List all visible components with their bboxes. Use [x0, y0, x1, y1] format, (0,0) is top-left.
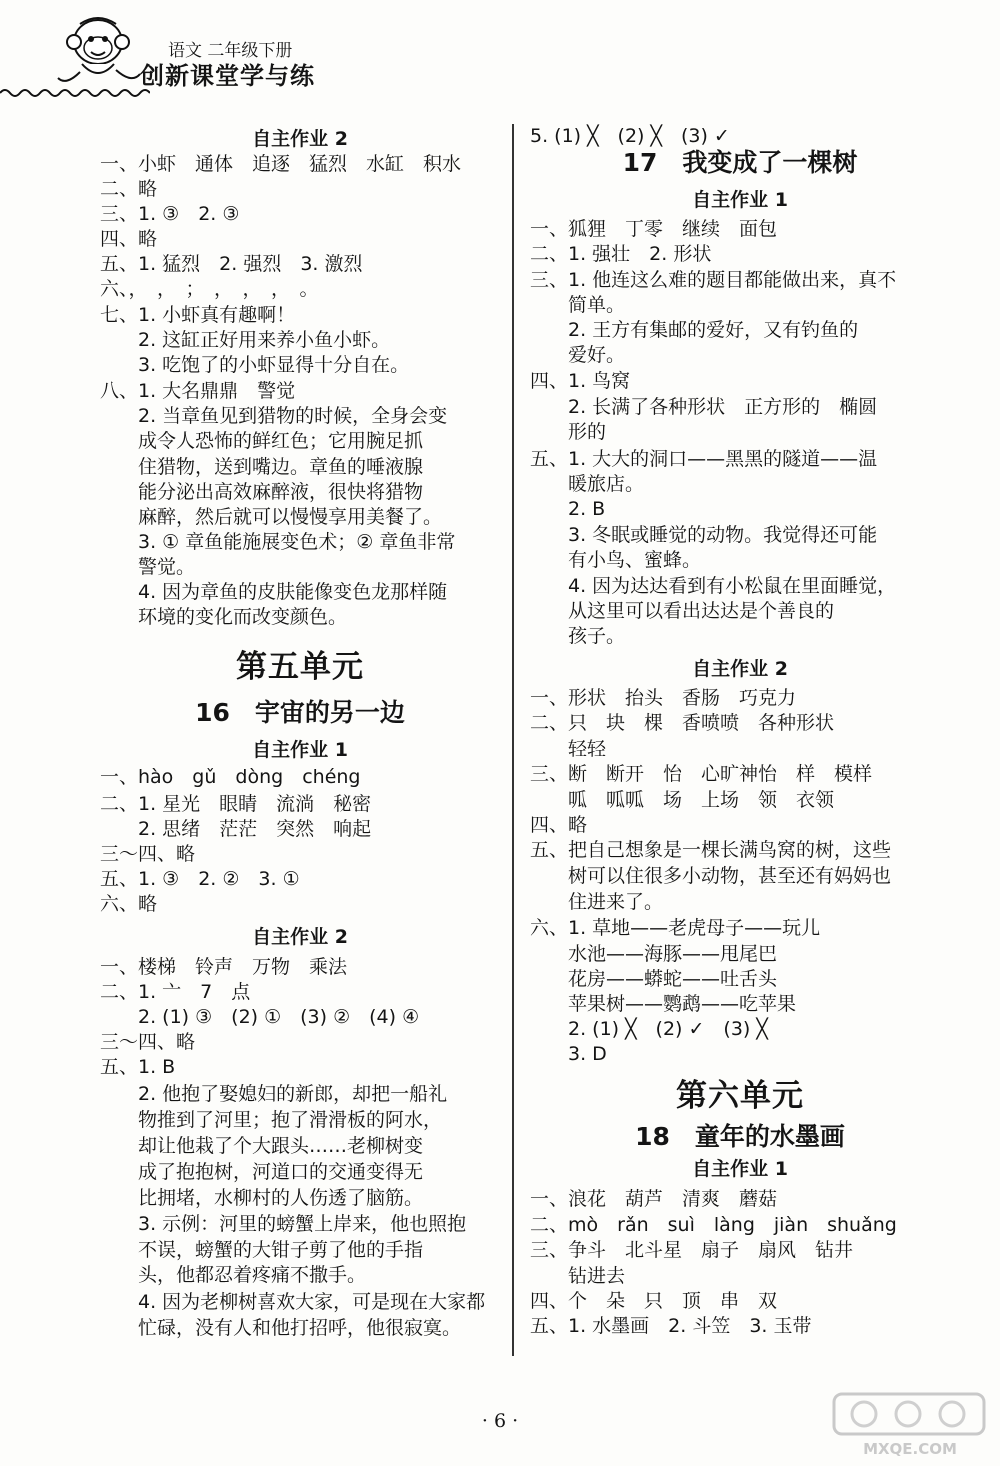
left-answer-line: 成了抱抱树，河道口的交通变得无	[100, 1161, 424, 1183]
header-title: 创新课堂学与练	[140, 62, 315, 90]
right-answer-line: 有小鸟、蜜蜂。	[530, 549, 702, 571]
right-answer-line: 树可以住很多小动物，甚至还有妈妈也	[530, 865, 892, 887]
left-answer-line: 二、1. 星光 眼睛 流淌 秘密	[100, 793, 372, 815]
left-answer-line: 3. 吃饱了的小虾显得十分自在。	[100, 354, 410, 376]
left-answer-line: 2. 当章鱼见到猎物的时候，全身会变	[100, 405, 448, 427]
left-answer-line: 能分泌出高效麻醉液，很快将猎物	[100, 481, 424, 503]
right-answer-line: 3. D	[530, 1043, 607, 1065]
right-answer-line: 形的	[530, 421, 607, 443]
right-answer-line: 水池——海豚——甩尾巴	[530, 943, 778, 965]
right-lesson-heading: 17 我变成了一棵树	[622, 148, 858, 177]
left-answer-line: 四、略	[100, 228, 158, 250]
monkey-mascot-icon	[52, 12, 144, 90]
left-section-heading: 自主作业 2	[252, 926, 348, 948]
right-answer-line: 呱 呱呱 场 上场 领 衣领	[530, 789, 835, 811]
right-answer-line: 简单。	[530, 294, 626, 316]
right-answer-line: 钻进去	[530, 1265, 626, 1287]
left-answer-line: 住猎物，送到嘴边。章鱼的唾液腺	[100, 456, 424, 478]
left-answer-line: 物推到了河里；抱了滑滑板的阿水，	[100, 1109, 443, 1131]
left-answer-line: 七、1. 小虾真有趣啊！	[100, 304, 296, 326]
page-header	[0, 0, 1000, 100]
right-answer-line: 2. 长满了各种形状 正方形的 椭圆	[530, 396, 878, 418]
left-answer-line: 忙碌，没有人和他打招呼，他很寂寞。	[100, 1317, 462, 1339]
right-answer-line: 四、略	[530, 814, 588, 836]
right-section-heading: 自主作业 1	[692, 1158, 788, 1180]
left-answer-line: 五、1. 猛烈 2. 强烈 3. 激烈	[100, 253, 363, 275]
right-answer-line: 爱好。	[530, 344, 626, 366]
left-answer-line: 4. 因为老柳树喜欢大家，可是现在大家都	[100, 1291, 486, 1313]
column-divider	[512, 124, 514, 1356]
right-answer-line: 4. 因为达达看到有小松鼠在里面睡觉，	[530, 575, 897, 597]
right-answer-line: 三、1. 他连这么难的题目都能做出来，真不	[530, 269, 897, 291]
left-answer-line: 警觉。	[100, 556, 196, 578]
left-answer-line: 一、hào gǔ dòng chéng	[100, 766, 361, 788]
right-answer-line: 四、1. 鸟窝	[530, 370, 631, 392]
right-answer-line: 二、mò rǎn suì làng jiàn shuǎng	[530, 1214, 897, 1236]
right-answer-line: 三、争斗 北斗星 扇子 扇风 钻井	[530, 1239, 854, 1261]
left-answer-line: 成令人恐怖的鲜红色；它用腕足抓	[100, 430, 424, 452]
right-answer-line: 一、形状 抬头 香肠 巧克力	[530, 687, 797, 709]
left-lesson-heading: 16 宇宙的另一边	[195, 698, 405, 727]
right-answer-line: 五、1. 大大的洞口——黑黑的隧道——温	[530, 448, 878, 470]
right-answer-line: 花房——蟒蛇——吐舌头	[530, 968, 778, 990]
left-answer-line: 一、小虾 通体 追逐 猛烈 水缸 积水	[100, 153, 462, 175]
svg-text:MXQE.COM: MXQE.COM	[863, 1440, 957, 1458]
left-answer-line: 却让他栽了个大跟头……老柳树变	[100, 1135, 424, 1157]
right-answer-line: 二、1. 强壮 2. 形状	[530, 243, 712, 265]
header-subtitle: 语文 二年级下册	[168, 41, 293, 61]
right-unit-heading: 第六单元	[676, 1078, 804, 1114]
left-section-heading: 自主作业 1	[252, 739, 348, 761]
right-answer-line: 五、把自己想象是一棵长满鸟窝的树，这些	[530, 839, 892, 861]
right-answer-line: 五、1. 水墨画 2. 斗笠 3. 玉带	[530, 1315, 812, 1337]
left-answer-line: 麻醉，然后就可以慢慢享用美餐了。	[100, 506, 443, 528]
right-section-heading: 自主作业 1	[692, 189, 788, 211]
left-answer-line: 2. 思绪 茫茫 突然 响起	[100, 818, 372, 840]
right-answer-line: 2. (1) ╳ (2) ✓ (3) ╳	[530, 1018, 768, 1040]
left-answer-line: 三～四、略	[100, 843, 196, 865]
left-answer-line: 三、1. ③ 2. ③	[100, 203, 240, 225]
left-answer-line: 比拥堵，水柳村的人伤透了脑筋。	[100, 1187, 424, 1209]
page-number: · 6 ·	[481, 1410, 519, 1432]
right-answer-line: 一、狐狸 丁零 继续 面包	[530, 218, 778, 240]
wave-ornament	[0, 86, 150, 100]
right-answer-line: 3. 冬眠或睡觉的动物。我觉得还可能	[530, 524, 878, 546]
right-answer-line: 苹果树——鹦鹉——吃苹果	[530, 993, 797, 1015]
right-answer-line: 三、断 断开 怡 心旷神怡 样 模样	[530, 763, 873, 785]
left-answer-line: 3. ① 章鱼能施展变色术；② 章鱼非常	[100, 531, 456, 553]
left-answer-line: 二、略	[100, 178, 158, 200]
left-answer-line: 头，他都忍着疼痛不撒手。	[100, 1264, 367, 1286]
left-answer-line: 2. (1) ③ (2) ① (3) ② (4) ④	[100, 1006, 420, 1028]
right-answer-line: 2. 王方有集邮的爱好，又有钓鱼的	[530, 319, 859, 341]
left-answer-line: 二、1. 亠 7 点	[100, 981, 251, 1003]
right-answer-line: 六、1. 草地——老虎母子——玩儿	[530, 917, 821, 939]
right-lesson-heading: 18 童年的水墨画	[635, 1122, 845, 1151]
left-answer-line: 环境的变化而改变颜色。	[100, 606, 348, 628]
left-answer-line: 六、， ， ； ， ， ， 。	[100, 278, 319, 300]
left-answer-line: 2. 他抱了娶媳妇的新郎，却把一船礼	[100, 1083, 448, 1105]
left-answer-line: 八、1. 大名鼎鼎 警觉	[100, 380, 296, 402]
right-answer-line: 5. (1) ╳ (2) ╳ (3) ✓	[530, 125, 730, 147]
right-answer-line: 2. B	[530, 498, 606, 520]
right-section-heading: 自主作业 2	[692, 658, 788, 680]
right-answer-line: 孩子。	[530, 625, 626, 647]
left-section-heading: 自主作业 2	[252, 128, 348, 150]
right-answer-line: 暖旅店。	[530, 473, 645, 495]
left-answer-line: 不误，螃蟹的大钳子剪了他的手指	[100, 1239, 424, 1261]
left-answer-line: 4. 因为章鱼的皮肤能像变色龙那样随	[100, 581, 448, 603]
right-answer-line: 住进来了。	[530, 891, 664, 913]
left-answer-line: 六、略	[100, 893, 158, 915]
left-answer-line: 三～四、略	[100, 1031, 196, 1053]
left-answer-line: 3. 示例：河里的螃蟹上岸来，他也照抱	[100, 1213, 467, 1235]
left-answer-line: 一、楼梯 铃声 万物 乘法	[100, 956, 348, 978]
right-answer-line: 一、浪花 葫芦 清爽 蘑菇	[530, 1188, 778, 1210]
left-answer-line: 2. 这缸正好用来养小鱼小虾。	[100, 329, 391, 351]
mxqe-watermark-logo	[830, 1390, 990, 1460]
left-answer-line: 五、1. B	[100, 1056, 176, 1078]
right-answer-line: 轻轻	[530, 738, 607, 760]
right-answer-line: 四、个 朵 只 顶 串 双	[530, 1290, 778, 1312]
right-answer-line: 二、只 块 棵 香喷喷 各种形状	[530, 712, 835, 734]
right-answer-line: 从这里可以看出达达是个善良的	[530, 600, 835, 622]
left-answer-line: 五、1. ③ 2. ② 3. ①	[100, 868, 300, 890]
left-unit-heading: 第五单元	[236, 649, 364, 685]
